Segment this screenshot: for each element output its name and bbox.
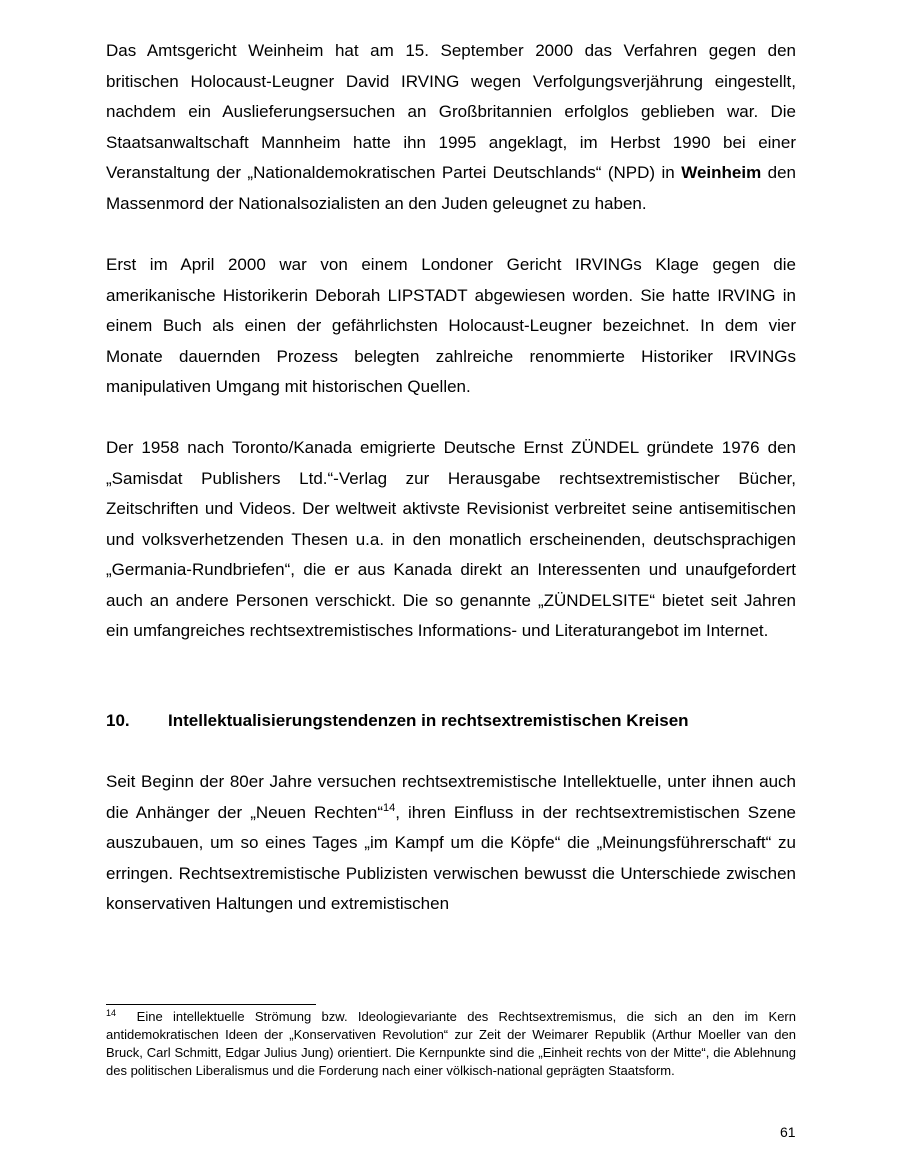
page-number: 61 [780, 1124, 796, 1140]
footnote-divider [106, 1004, 316, 1005]
footnote-reference: 14 [382, 801, 396, 814]
paragraph-text: Erst im April 2000 war von einem Londoner Gericht IRVINGs Klage gegen die amerikanische Historikerin Deborah LIPSTADT abgewiesen worden. Sie hatte IRVING in einem Buch als einen der gefährlichsten Holocaust-Leugner bezeichnet. In dem vier Monate dauernden Prozess belegten zahlreiche renommierte Historiker IRVINGs manipulativen Umgang mit historischen Quellen. [106, 255, 796, 396]
footnote [106, 1008, 796, 1080]
paragraph-zuendel [106, 433, 796, 647]
paragraph-text: , ihren Einfluss in der rechtsextremistischen Szene auszubauen, um so eines Tages „im Kampf um die Köpfe“ die „Meinungsführerschaft“ zu erringen. Rechtsextremistische Publizisten verwischen bewusst die Unterschiede zwischen konservativen Haltungen und extremistischen [106, 802, 796, 913]
paragraph-text: Seit Beginn der 80er Jahre versuchen rechtsextremistische Intellektuelle, unter ihnen auch die Anhänger der „Neuen Rechten“ [106, 772, 796, 822]
footnote-marker: 14 [106, 1008, 117, 1018]
section-title: Intellektualisierungstendenzen in rechtsextremistischen Kreisen [168, 711, 689, 730]
paragraph-text: den Massenmord der Nationalsozialisten an den Juden geleugnet zu haben. [106, 163, 796, 213]
paragraph-intellektualisierung [106, 767, 796, 920]
section-number: 10. [106, 711, 130, 730]
paragraph-text: Das Amtsgericht Weinheim hat am 15. September 2000 das Verfahren gegen den britischen Holocaust-Leugner David IRVING wegen Verfolgungsverjährung eingestellt, nachdem ein Auslieferungsersuchen an Großbritannien erfolglos geblieben war. Die Staatsanwaltschaft Mannheim hatte ihn 1995 angeklagt, im Herbst 1990 bei einer Veranstaltung der „Nationaldemokratischen Partei Deutschlands“ (NPD) in [106, 41, 796, 182]
footnote-text: Eine intellektuelle Strömung bzw. Ideologievariante des Rechtsextremismus, die sich an den im Kern antidemokratischen Ideen der „Konservativen Revolution“ zur Zeit der Weimarer Republik (Arthur Moeller van den Bruck, Carl Schmitt, Edgar Julius Jung) orientiert. Die Kernpunkte sind die „Einheit rechts von der Mitte“, die Ablehnung des politischen Liberalismus und die Forderung nach einer völkisch-national geprägten Staatsform. [106, 1009, 796, 1078]
section-heading [106, 706, 796, 736]
paragraph-text: Der 1958 nach Toronto/Kanada emigrierte Deutsche Ernst ZÜNDEL gründete 1976 den „Samisdat Publishers Ltd.“-Verlag zur Herausgabe rechtsextremistischer Bücher, Zeitschriften und Videos. Der weltweit aktivste Revisionist verbreitet seine antisemitischen und volksverhetzenden Thesen u.a. in den monatlich erscheinenden, deutschsprachigen „Germania-Rundbriefen“, die er aus Kanada direkt an Interessenten und unaufgefordert auch an andere Personen verschickt. Die so genannte „ZÜNDELSITE“ bietet seit Jahren ein umfangreiches rechtsextremistisches Informations- und Literaturangebot im Internet. [106, 438, 796, 640]
bold-place-name: Weinheim [681, 163, 762, 182]
paragraph-irving-lipstadt [106, 250, 796, 403]
paragraph-irving-weinheim [106, 36, 796, 219]
